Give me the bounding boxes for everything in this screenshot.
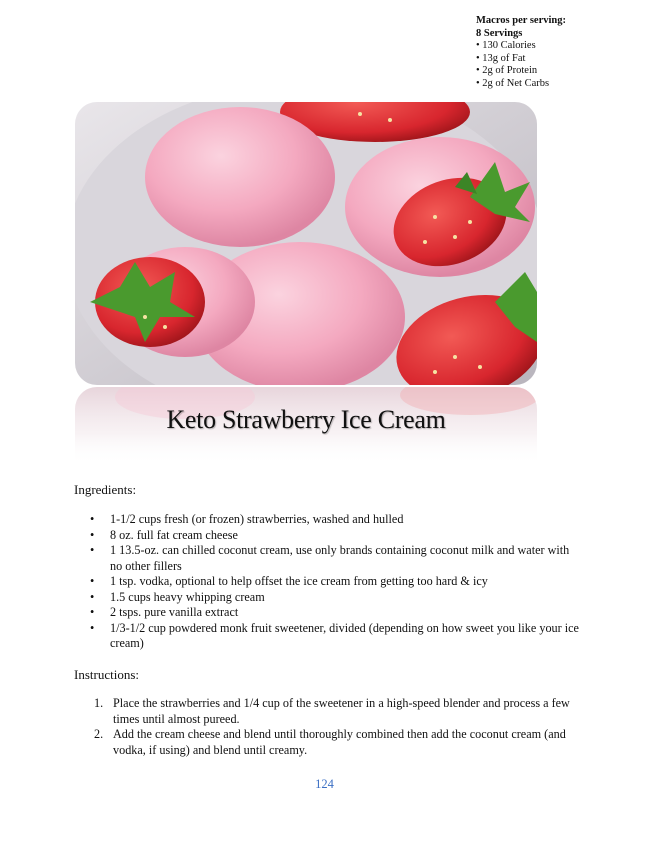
list-item: • 1/3-1/2 cup powdered monk fruit sweetener, divided (depending on how sweet you like your ice cream) <box>74 621 584 652</box>
step-text: Place the strawberries and 1/4 cup of the sweetener in a high-speed blender and process a few times until almost pureed. <box>113 696 570 726</box>
list-item: • 2 tsps. pure vanilla extract <box>74 605 584 621</box>
list-item: • 1-1/2 cups fresh (or frozen) strawberries, washed and hulled <box>74 512 584 528</box>
macros-box <box>476 15 636 90</box>
list-item <box>74 727 584 758</box>
ingredients-list <box>74 512 584 652</box>
macros-item: • 13g of Fat <box>476 52 526 64</box>
ingredients-heading: Ingredients: <box>74 482 137 497</box>
macros-item: • 130 Calories <box>476 40 536 51</box>
page-number: 124 <box>315 777 334 791</box>
recipe-photo <box>75 102 537 385</box>
list-item: • 8 oz. full fat cream cheese <box>74 528 584 544</box>
ice-cream-illustration <box>75 102 537 385</box>
list-item: • 1 13.5-oz. can chilled coconut cream, use only brands containing coconut milk and water with no other fillers <box>74 543 584 574</box>
macros-servings: 8 Servings <box>476 27 523 39</box>
step-text: Add the cream cheese and blend until thoroughly combined then add the coconut cream (and vodka, if using) and blend until creamy. <box>113 727 566 757</box>
step-number: 2. <box>94 727 104 741</box>
list-item <box>74 696 584 727</box>
macros-item: • 2g of Protein <box>476 65 538 76</box>
instructions-list <box>74 696 584 758</box>
step-number: 1. <box>94 696 104 710</box>
recipe-title: Keto Strawberry Ice Cream <box>166 405 446 434</box>
list-item: • 1.5 cups heavy whipping cream <box>74 590 584 606</box>
list-item: • 1 tsp. vodka, optional to help offset the ice cream from getting too hard & icy <box>74 574 584 590</box>
macros-item: • 2g of Net Carbs <box>476 77 550 89</box>
instructions-heading: Instructions: <box>74 667 139 682</box>
macros-heading: Macros per serving: <box>476 15 567 26</box>
